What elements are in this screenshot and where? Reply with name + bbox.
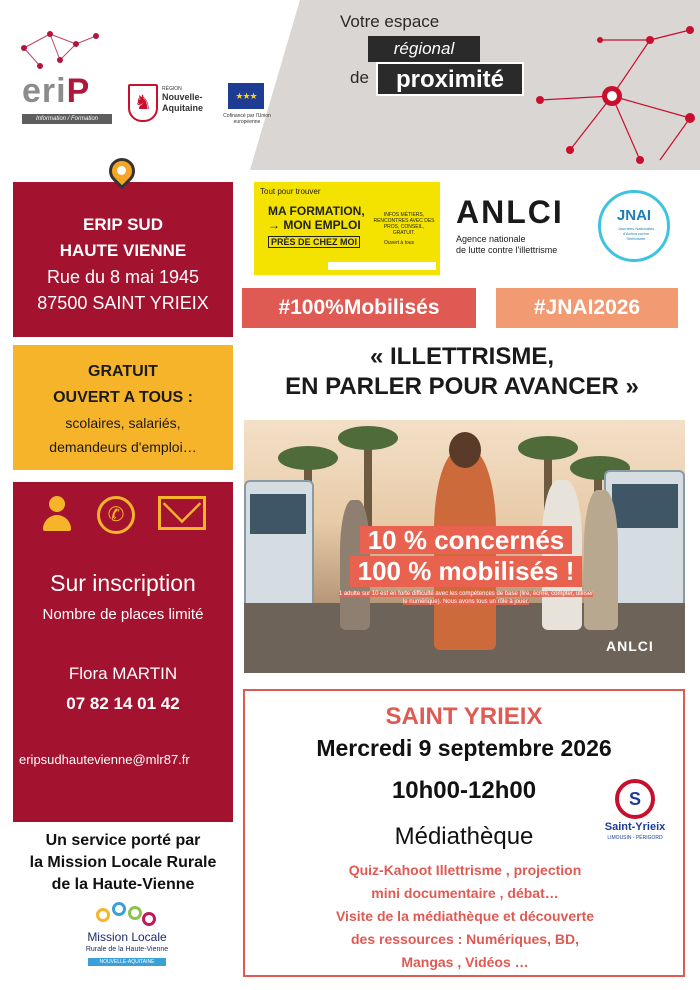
location-pin-hole <box>117 166 126 175</box>
bus-window <box>250 494 306 534</box>
photo-caption <box>336 590 596 606</box>
service-statement <box>13 830 233 896</box>
region-small: RÉGION <box>162 86 182 92</box>
event-desc-4: des ressources : Numériques, BD, <box>351 931 579 947</box>
service-line-1: Un service porté par <box>45 832 201 849</box>
promo-title-1: MA FORMATION, <box>268 204 365 218</box>
event-date: Mercredi 9 septembre 2026 <box>316 735 612 761</box>
ml-name: Mission Locale <box>87 930 167 944</box>
ml-dot-icon <box>142 912 156 926</box>
mail-icon <box>158 496 206 530</box>
saint-yrieix-name: Saint-Yrieix <box>604 821 666 833</box>
mission-locale-logo <box>72 898 182 978</box>
promo-title-2: → MON EMPLOI <box>268 218 361 232</box>
erip-tagline: Information / Formation <box>22 114 112 124</box>
saint-yrieix-sub: LIMOUSIN - PÉRIGORD <box>607 835 663 841</box>
promo-intro: Tout pour trouver <box>260 187 321 196</box>
ml-sub: Rurale de la Haute-Vienne <box>85 946 169 953</box>
anlci-word: ANLCI <box>456 194 564 230</box>
service-line-2: la Mission Locale Rurale <box>29 854 217 871</box>
headline-line-2: EN PARLER POUR AVANCER » <box>285 373 639 400</box>
event-description <box>265 859 665 974</box>
photo-caption-text: 1 adulte sur 10 est en forte difficulté avec les compétences de base (lire, écrire, compter, utiliser le numérique). Nous avons tous un rôle à jouer. <box>338 591 594 605</box>
jnai-word: JNAI <box>616 207 652 224</box>
espace-line-2: régional <box>368 36 480 62</box>
eu-flag-icon: ★★★ <box>228 83 264 109</box>
hashtag-jnai: #JNAI2026 <box>496 288 678 328</box>
promo-title <box>268 204 365 232</box>
headline <box>242 342 682 402</box>
office-name-2: HAUTE VIENNE <box>59 241 187 260</box>
espace-line-3: proximité <box>376 62 524 96</box>
espace-line-1: Votre espace <box>340 12 440 31</box>
palm-leaves <box>278 446 338 470</box>
erip-logo <box>22 72 90 111</box>
contact-phone[interactable]: 07 82 14 01 42 <box>66 694 180 713</box>
erip-logo-p: P <box>66 72 91 110</box>
photo-headline-1-text: 10 % concernés <box>360 526 573 554</box>
access-free: GRATUIT <box>88 363 158 380</box>
hashtag-mobilises: #100%Mobilisés <box>242 288 476 328</box>
ml-bar: NOUVELLE-AQUITAINE <box>88 958 166 966</box>
access-audience-2: demandeurs d'emploi… <box>49 439 197 455</box>
ml-dot-icon <box>128 906 142 920</box>
anlci-logo <box>456 196 564 256</box>
phone-icon: ✆ <box>97 496 135 534</box>
office-name-1: ERIP SUD <box>83 215 163 234</box>
city-address: 87500 SAINT YRIEIX <box>37 293 209 313</box>
palm-leaves <box>518 436 578 460</box>
contact-person: Flora MARTIN <box>68 664 178 683</box>
places-note: Nombre de places limité <box>42 606 204 623</box>
jnai-sub: Journées Nationales d'Action contre l'Illettrisme <box>617 226 655 241</box>
photo-headline-2-text: 100 % mobilisés ! <box>350 556 583 587</box>
region-name-1: Nouvelle- <box>162 92 203 102</box>
saint-yrieix-logo <box>595 779 675 849</box>
event-box <box>243 689 685 977</box>
access-box <box>13 345 233 470</box>
promo-info: INFOS MÉTIERS, RENCONTRES AVEC DES PROS, CONSEIL, GRATUIT. <box>373 212 435 236</box>
region-name-2: Aquitaine <box>162 103 204 113</box>
contact-box <box>13 482 233 822</box>
espace-line-3-prefix: de <box>350 68 369 87</box>
promo-logo-strip <box>328 262 436 270</box>
ml-dot-icon <box>112 902 126 916</box>
passerby-figure <box>542 480 582 630</box>
event-place: Médiathèque <box>394 823 534 850</box>
photo-anlci-logo: ANLCI <box>606 638 654 654</box>
event-desc-3: Visite de la médiathèque et découverte <box>335 908 595 924</box>
eu-cofinance-text: Cofinancé par l'Union européenne <box>223 113 271 125</box>
access-open: OUVERT A TOUS : <box>53 389 193 406</box>
street-address: Rue du 8 mai 1945 <box>46 267 200 287</box>
event-time: 10h00-12h00 <box>391 777 537 804</box>
anlci-sub-2: de lutte contre l'illettrisme <box>456 245 558 255</box>
event-desc-2: mini documentaire , débat… <box>371 885 559 901</box>
photo-headline-2 <box>334 556 598 587</box>
contact-email[interactable]: eripsudhautevienne@mlr87.fr <box>19 752 190 767</box>
service-line-3: de la Haute-Vienne <box>51 876 195 893</box>
registration-note: Sur inscription <box>50 570 196 596</box>
event-desc-1: Quiz-Kahoot Illettrisme , projection <box>348 862 582 878</box>
promo-open: Ouvert à tous <box>384 240 415 246</box>
event-desc-5: Mangas , Vidéos … <box>401 954 529 970</box>
headline-line-1: « ILLETTRISME, <box>369 343 554 370</box>
address-box <box>13 182 233 337</box>
bus-window <box>612 484 678 528</box>
photo-headline-1 <box>314 526 618 554</box>
woman-head <box>449 432 481 468</box>
region-lion-icon: ♞ <box>128 84 158 122</box>
region-logo <box>162 86 203 114</box>
promo-banner <box>254 182 440 275</box>
access-audience-1: scolaires, salariés, <box>65 415 181 431</box>
saint-yrieix-emblem-icon: S <box>615 779 655 819</box>
palm-leaves <box>338 426 398 450</box>
campaign-photo <box>244 420 685 673</box>
jnai-logo <box>598 190 670 262</box>
erip-logo-letters: eri <box>22 72 67 110</box>
ml-dot-icon <box>96 908 110 922</box>
event-city: SAINT YRIEIX <box>385 703 543 730</box>
promo-near: PRÈS DE CHEZ MOI <box>268 236 360 248</box>
anlci-sub-1: Agence nationale <box>456 234 526 244</box>
